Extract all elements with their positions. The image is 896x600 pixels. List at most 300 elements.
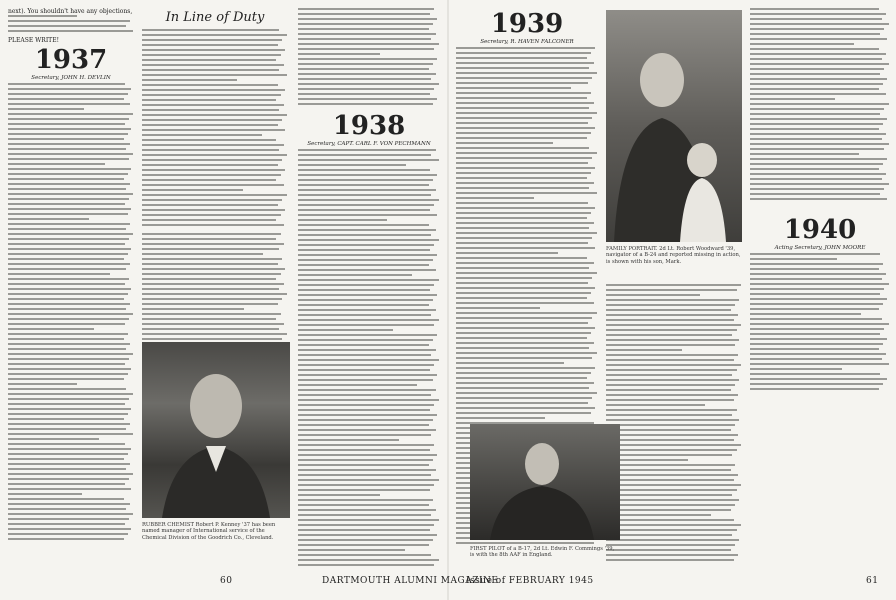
class-year-heading: 1937 (34, 45, 108, 75)
text-line (142, 283, 284, 285)
text-line (8, 388, 126, 390)
text-line (456, 287, 595, 289)
text-line (8, 368, 131, 370)
text-line (298, 539, 433, 541)
text-line (456, 172, 591, 174)
text-line (298, 194, 431, 196)
text-line (750, 148, 884, 150)
text-line (750, 68, 884, 70)
text-line (456, 402, 588, 404)
text-line (606, 409, 737, 411)
class-secretary: Secretary, R. HAVEN FALCONER (480, 39, 574, 45)
text-line (606, 299, 739, 301)
text-line (750, 268, 879, 270)
text-line (142, 313, 281, 315)
text-line (298, 28, 429, 30)
text-line (750, 353, 886, 355)
portrait-silhouette-icon (142, 342, 290, 518)
text-line (8, 273, 110, 275)
text-line (8, 203, 125, 205)
text-line (456, 177, 587, 179)
text-line (298, 404, 434, 406)
text-line (142, 184, 284, 186)
text-line (750, 368, 842, 370)
text-line (456, 317, 592, 319)
text-line (606, 539, 739, 541)
text-line (606, 339, 739, 341)
text-line (142, 134, 262, 136)
text-line (142, 219, 276, 221)
text-line (142, 59, 276, 61)
text-line (456, 62, 594, 64)
text-line (8, 228, 126, 230)
text-line (750, 193, 880, 195)
text-line (298, 239, 439, 241)
text-line (298, 349, 436, 351)
text-line (298, 479, 439, 481)
text-line (298, 499, 433, 501)
text-line (298, 399, 439, 401)
text-line (142, 124, 278, 126)
text-line (750, 53, 886, 55)
family-silhouette-icon (606, 10, 742, 242)
text-line (606, 464, 735, 466)
text-line (456, 102, 594, 104)
text-line (750, 288, 884, 290)
text-line (606, 364, 741, 366)
text-line (750, 253, 880, 255)
text-line (456, 157, 592, 159)
text-line (750, 313, 861, 315)
text-line (606, 389, 731, 391)
text-line (750, 128, 879, 130)
text-line (298, 509, 436, 511)
text-line (298, 519, 439, 521)
text-line (750, 78, 887, 80)
text-line (8, 108, 84, 110)
text-line (606, 424, 735, 426)
text-line (750, 358, 882, 360)
text-line (298, 38, 431, 40)
text-line (142, 189, 243, 191)
text-line (606, 379, 739, 381)
text-line (298, 224, 429, 226)
text-line (8, 143, 130, 145)
text-line (8, 538, 124, 540)
text-line (298, 329, 393, 331)
body-text (750, 8, 890, 204)
text-line (142, 248, 279, 250)
text-line (298, 559, 439, 561)
text-line (8, 428, 126, 430)
text-line (298, 544, 429, 546)
text-line (298, 234, 431, 236)
text-line (750, 298, 887, 300)
text-line (456, 162, 588, 164)
text-line (8, 15, 77, 17)
text-line (750, 108, 884, 110)
text-line (750, 138, 882, 140)
text-line (750, 328, 884, 330)
text-line (8, 363, 125, 365)
text-line (456, 142, 553, 144)
text-line (456, 322, 588, 324)
text-line (606, 319, 734, 321)
text-line (142, 149, 279, 151)
text-line (298, 309, 436, 311)
pilot-silhouette-icon (470, 424, 620, 540)
text-line (750, 293, 880, 295)
text-line (8, 213, 128, 215)
text-line (456, 352, 597, 354)
text-line (8, 133, 128, 135)
magazine-title: DARTMOUTH ALUMNI MAGAZINE (322, 576, 499, 586)
text-line (456, 57, 587, 59)
text-line (750, 33, 880, 35)
text-line (298, 58, 437, 60)
text-line (8, 168, 131, 170)
text-line (750, 118, 887, 120)
text-line (142, 144, 284, 146)
text-line (298, 449, 430, 451)
text-line (298, 334, 437, 336)
text-line (298, 389, 436, 391)
photo-caption: RUBBER CHEMIST Robert P. Kenney '37 has been named manager of International service of the Chemical Division of the Goodrich Co., Cleveland. (142, 522, 276, 541)
text-line (142, 243, 284, 245)
text-line (606, 534, 732, 536)
text-line (606, 309, 731, 311)
text-line (8, 303, 130, 305)
text-line (8, 483, 125, 485)
text-line (456, 147, 589, 149)
text-line (8, 478, 129, 480)
left-column-1 (8, 8, 134, 568)
text-line (750, 133, 886, 135)
text-line (298, 159, 439, 161)
text-line (142, 39, 282, 41)
text-line (606, 524, 741, 526)
text-line (142, 74, 287, 76)
text-line (456, 392, 597, 394)
text-line (298, 229, 436, 231)
text-line (298, 459, 433, 461)
text-line (298, 103, 433, 105)
text-line (8, 338, 124, 340)
text-line (456, 417, 545, 419)
text-line (8, 473, 133, 475)
text-line (298, 274, 412, 276)
class-secretary: Secretary, JOHN H. DEVLIN (31, 75, 111, 81)
text-line (8, 248, 131, 250)
text-line (298, 484, 434, 486)
text-line (8, 88, 131, 90)
text-line (456, 187, 589, 189)
text-line (142, 258, 282, 260)
text-line (298, 53, 380, 55)
text-line (142, 174, 281, 176)
text-line (298, 88, 434, 90)
text-line (142, 79, 237, 81)
class-year-heading: 1940 (783, 215, 857, 245)
text-line (606, 484, 741, 486)
text-line (456, 72, 597, 74)
text-line (8, 373, 128, 375)
text-line (298, 344, 429, 346)
text-line (750, 13, 886, 15)
text-line (456, 167, 595, 169)
text-line (456, 347, 589, 349)
text-line (8, 25, 126, 27)
text-line (298, 374, 437, 376)
text-line (606, 444, 741, 446)
text-line (750, 143, 889, 145)
text-line (456, 212, 591, 214)
text-line (8, 323, 125, 325)
text-line (8, 128, 131, 130)
text-line (606, 439, 734, 441)
text-line (606, 374, 732, 376)
text-line (8, 153, 133, 155)
text-line (750, 378, 887, 380)
text-line (750, 63, 889, 65)
text-line (606, 434, 738, 436)
text-line (142, 169, 285, 171)
text-line (750, 23, 889, 25)
text-line (750, 83, 883, 85)
text-line (142, 99, 276, 101)
text-line (456, 542, 594, 544)
text-line (750, 338, 887, 340)
text-line (298, 494, 380, 496)
text-line (606, 559, 734, 561)
text-line (142, 318, 276, 320)
text-line (456, 92, 591, 94)
text-line (8, 98, 124, 100)
photo-family-portrait (606, 10, 742, 242)
photo-rubber-chemist (142, 342, 290, 518)
text-line (8, 453, 128, 455)
text-line (298, 23, 433, 25)
page-number: 60 (220, 576, 233, 586)
text-line (456, 132, 591, 134)
text-line (142, 288, 279, 290)
text-line (298, 13, 430, 15)
text-line (298, 549, 405, 551)
text-line (298, 63, 433, 65)
text-line (606, 504, 735, 506)
text-line (8, 523, 125, 525)
text-line (8, 458, 124, 460)
text-line (8, 118, 129, 120)
text-line (606, 344, 735, 346)
text-line (298, 474, 431, 476)
text-line (8, 378, 124, 380)
text-line (298, 554, 431, 556)
text-line (8, 218, 89, 220)
text-line (298, 269, 436, 271)
text-line (750, 333, 880, 335)
text-line (8, 503, 130, 505)
text-line (298, 284, 434, 286)
text-line (8, 183, 130, 185)
text-line (8, 508, 126, 510)
text-line (142, 338, 282, 340)
text-line (456, 232, 597, 234)
text-line (8, 158, 129, 160)
text-line (298, 339, 433, 341)
text-line (750, 43, 854, 45)
text-line (8, 433, 133, 435)
text-line (606, 419, 739, 421)
left-column-3 (298, 8, 440, 568)
text-line (456, 82, 588, 84)
text-line (606, 349, 682, 351)
text-line (750, 123, 883, 125)
text-line (606, 329, 737, 331)
text-line (8, 243, 125, 245)
text-line (750, 198, 887, 200)
text-line (8, 278, 129, 280)
text-line (456, 382, 594, 384)
text-line (750, 283, 889, 285)
text-line (142, 194, 287, 196)
text-line (750, 383, 883, 385)
text-line (142, 308, 244, 310)
text-line (456, 292, 591, 294)
text-line (8, 513, 133, 515)
text-line (142, 64, 284, 66)
text-line (750, 278, 882, 280)
body-text (606, 284, 742, 564)
text-line (606, 479, 734, 481)
text-line (606, 469, 731, 471)
text-line (142, 44, 278, 46)
text-line (456, 97, 587, 99)
text-line (142, 293, 287, 295)
text-line (142, 233, 281, 235)
text-line (750, 48, 879, 50)
text-line (8, 498, 124, 500)
class-year-heading: 1938 (332, 111, 406, 141)
text-line (456, 377, 587, 379)
text-line (750, 388, 879, 390)
closing-line: next). You shouldn't have any objections, (8, 8, 133, 15)
text-line (298, 469, 436, 471)
text-line (298, 564, 434, 566)
text-line (142, 204, 278, 206)
text-line (8, 463, 130, 465)
text-line (8, 288, 131, 290)
text-line (298, 249, 430, 251)
class-secretary: Secretary, CAPT. CARL F. VON PECHMANN (307, 141, 431, 147)
text-line (142, 159, 282, 161)
text-line (142, 119, 282, 121)
text-line (456, 127, 595, 129)
text-line (298, 164, 406, 166)
text-line (142, 273, 281, 275)
text-line (142, 69, 279, 71)
text-line (750, 168, 879, 170)
text-line (298, 174, 437, 176)
text-line (142, 34, 287, 36)
text-line (750, 373, 880, 375)
text-line (298, 524, 434, 526)
text-line (142, 263, 278, 265)
text-line (8, 258, 124, 260)
text-line (142, 104, 284, 106)
text-line (142, 164, 278, 166)
text-line (750, 18, 882, 20)
text-line (606, 514, 711, 516)
text-line (298, 73, 436, 75)
text-line (456, 297, 587, 299)
text-line (8, 403, 125, 405)
text-line (606, 554, 738, 556)
text-line (8, 408, 131, 410)
text-line (8, 343, 130, 345)
text-line (142, 268, 285, 270)
text-line (456, 327, 595, 329)
text-line (142, 179, 276, 181)
text-line (606, 289, 737, 291)
text-line (456, 247, 595, 249)
text-line (298, 214, 437, 216)
closing-line: PLEASE WRITE! (8, 37, 59, 44)
text-line (456, 117, 592, 119)
text-line (298, 259, 433, 261)
text-line (456, 337, 587, 339)
text-line (298, 204, 434, 206)
text-line (456, 222, 594, 224)
body-text (8, 15, 134, 37)
text-line (298, 414, 437, 416)
text-line (750, 103, 889, 105)
text-line (456, 77, 592, 79)
text-line (142, 199, 282, 201)
class-secretary: Acting Secretary, JOHN MOORE (774, 245, 866, 251)
text-line (8, 283, 125, 285)
text-line (8, 383, 77, 385)
text-line (8, 293, 128, 295)
text-line (750, 98, 835, 100)
text-line (456, 137, 587, 139)
text-line (8, 253, 128, 255)
text-line (606, 314, 738, 316)
text-line (298, 444, 434, 446)
text-line (456, 182, 594, 184)
text-line (456, 202, 588, 204)
text-line (298, 294, 437, 296)
text-line (606, 304, 735, 306)
text-line (8, 93, 128, 95)
text-line (750, 263, 883, 265)
text-line (298, 384, 417, 386)
text-line (750, 258, 837, 260)
text-line (298, 514, 431, 516)
text-line (298, 264, 429, 266)
text-line (8, 438, 99, 440)
text-line (298, 304, 429, 306)
text-line (750, 38, 887, 40)
text-line (8, 443, 125, 445)
text-line (456, 272, 597, 274)
text-line (456, 237, 592, 239)
text-line (142, 238, 276, 240)
text-line (8, 173, 128, 175)
right-column-3 (750, 8, 890, 568)
text-line (8, 238, 129, 240)
text-line (8, 488, 131, 490)
